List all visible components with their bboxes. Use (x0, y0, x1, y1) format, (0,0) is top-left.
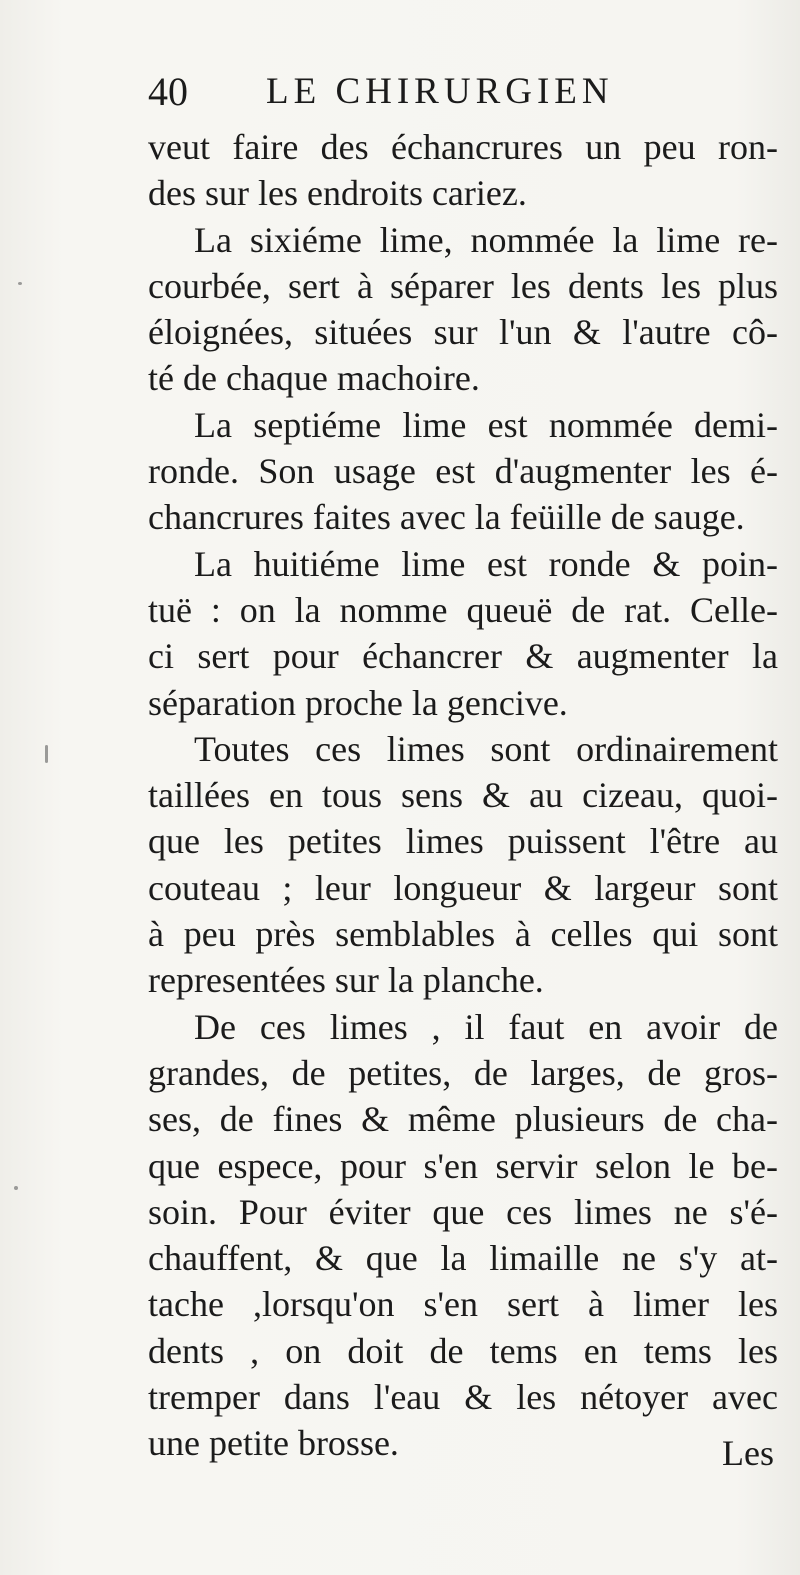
text-line: taillées en tous sens & au cizeau, quoi- (148, 775, 778, 816)
text-line: à peu près semblables à celles qui sont (148, 914, 778, 955)
text-line: grandes, de petites, de larges, de gros- (148, 1052, 778, 1093)
text-line: tache ,lorsqu'on s'en sert à limer les (148, 1284, 778, 1325)
text-line: éloignées, situées sur l'un & l'autre cô- (148, 312, 778, 353)
text-line: soin. Pour éviter que ces limes ne s'é- (148, 1191, 778, 1232)
page-number: 40 (148, 69, 188, 114)
text-line: té de chaque machoire. (148, 358, 480, 399)
catchword: Les (722, 1433, 774, 1473)
text-line: tremper dans l'eau & les nétoyer avec (148, 1377, 778, 1418)
text-line: De ces limes , il faut en avoir de (194, 1006, 778, 1047)
text-line: veut faire des échancrures un peu ron- (148, 127, 778, 167)
text-line: ci sert pour échancrer & augmenter la (148, 636, 778, 677)
text-line: séparation proche la gencive. (148, 682, 568, 723)
text-line: La huitiéme lime est ronde & poin- (194, 543, 778, 584)
text-line: ses, de fines & même plusieurs de cha- (148, 1099, 778, 1140)
body-text (148, 124, 778, 1467)
text-line: Toutes ces limes sont ordinairement (194, 728, 778, 769)
text-line: que espece, pour s'en servir selon le be- (148, 1145, 778, 1186)
text-line: tuë : on la nomme queuë de rat. Celle- (148, 589, 778, 630)
text-line: couteau ; leur longueur & largeur sont (148, 867, 778, 908)
page-header (148, 68, 778, 118)
text-line: chauffent, & que la limaille ne s'y at- (148, 1238, 778, 1279)
text-line: chancrures faites avec la feüille de sauge. (148, 497, 745, 538)
text-line: des sur les endroits cariez. (148, 173, 527, 214)
paper-speck (14, 1186, 18, 1190)
paper-speck (45, 745, 48, 763)
text-line: La sixiéme lime, nommée la lime re- (194, 219, 778, 260)
text-line: une petite brosse. (148, 1423, 399, 1464)
text-line: dents , on doit de tems en tems les (148, 1330, 778, 1371)
text-line: La septiéme lime est nommée demi- (194, 404, 778, 445)
text-line: que les petites limes puissent l'être au (148, 821, 778, 862)
paper-speck (18, 282, 22, 285)
text-line: ronde. Son usage est d'augmenter les é- (148, 451, 778, 492)
text-line: courbée, sert à séparer les dents les plus (148, 265, 778, 306)
text-line: representées sur la planche. (148, 960, 544, 1001)
running-head: LE CHIRURGIEN (266, 71, 614, 112)
